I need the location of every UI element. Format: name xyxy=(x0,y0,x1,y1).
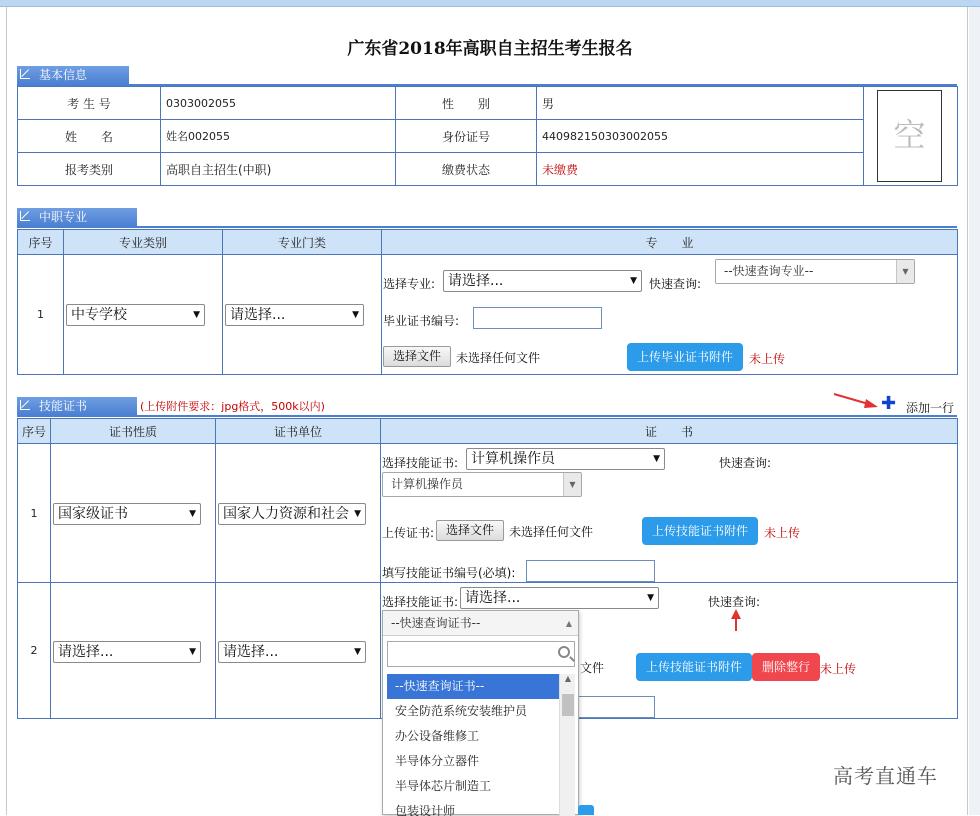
upload-cert-label: 上传证书: xyxy=(382,526,435,540)
corner-arrow-icon xyxy=(20,400,30,410)
col-header: 证 书 xyxy=(381,419,958,444)
chevron-down-icon: ▼ xyxy=(647,593,654,603)
table-row xyxy=(18,153,958,186)
dropdown-options xyxy=(387,674,559,816)
quick-search-label: 快速查询: xyxy=(719,456,772,470)
label-payment: 缴费状态 xyxy=(396,153,537,186)
dropdown-option[interactable]: --快速查询证书-- xyxy=(387,674,559,699)
label-exam-type: 报考类别 xyxy=(18,153,161,186)
grad-cert-no-label: 毕业证书编号: xyxy=(383,314,460,328)
select-value: 请选择... xyxy=(448,273,504,289)
scrollbar-track[interactable] xyxy=(969,7,980,815)
dropdown-option[interactable]: 办公设备维修工 xyxy=(395,729,480,743)
cert-nature-select[interactable] xyxy=(53,641,201,663)
label-name: 姓 名 xyxy=(18,120,161,153)
page-title: 广东省2018年高职自主招生考生报名 xyxy=(347,39,633,59)
col-header: 序号 xyxy=(18,419,51,444)
section-divider xyxy=(17,226,957,228)
col-header: 证书单位 xyxy=(216,419,381,444)
scrollbar-thumb[interactable] xyxy=(562,694,574,716)
major-category-select[interactable] xyxy=(66,304,205,326)
dropdown-scrollbar[interactable] xyxy=(559,674,575,816)
row-index: 1 xyxy=(18,444,51,583)
choose-file-button[interactable]: 选择文件 xyxy=(383,346,451,367)
dropdown-header[interactable] xyxy=(383,611,578,636)
select-value: 请选择... xyxy=(58,644,114,660)
section-header-basic xyxy=(17,66,129,85)
combo-value: 计算机操作员 xyxy=(391,477,464,491)
upload-status: 未上传 xyxy=(764,526,801,540)
dropdown-option[interactable]: 包装设计师 xyxy=(395,804,456,816)
table-row xyxy=(18,120,958,153)
chevron-down-icon: ▼ xyxy=(354,509,361,519)
section-label: 技能证书 xyxy=(39,399,88,413)
chevron-down-icon: ▼ xyxy=(653,454,660,464)
value-exam-type: 高职自主招生(中职) xyxy=(161,153,396,186)
select-value: 中专学校 xyxy=(71,307,127,323)
dropdown-option[interactable]: 安全防范系统安装维护员 xyxy=(395,704,528,718)
corner-arrow-icon xyxy=(20,211,30,221)
chevron-down-icon: ▼ xyxy=(630,276,637,286)
quick-search-major-combo[interactable] xyxy=(715,259,915,284)
quick-search-label: 快速查询: xyxy=(708,595,761,609)
top-bar xyxy=(0,0,980,7)
choose-file-button[interactable]: 选择文件 xyxy=(436,520,504,541)
col-header: 专业门类 xyxy=(223,230,382,255)
table-row xyxy=(18,87,958,120)
section-header-major xyxy=(17,208,137,227)
value-name: 姓名002055 xyxy=(161,120,396,153)
chevron-down-icon: ▼ xyxy=(189,509,196,519)
cert-no-input[interactable] xyxy=(526,560,655,582)
chevron-up-icon: ▲ xyxy=(565,619,572,628)
major-door-select[interactable] xyxy=(225,304,364,326)
choose-major-label: 选择专业: xyxy=(383,277,436,291)
col-header: 专 业 xyxy=(382,230,958,255)
photo-placeholder[interactable]: 空 xyxy=(877,90,942,182)
section-divider xyxy=(17,415,957,417)
red-arrow-icon xyxy=(832,392,880,410)
section-label: 中职专业 xyxy=(39,210,88,224)
choose-cert-label: 选择技能证书: xyxy=(382,456,459,470)
cert-unit-select[interactable] xyxy=(218,503,366,525)
file-status: 未选择任何文件 xyxy=(509,525,594,539)
select-value: 请选择... xyxy=(223,644,279,660)
plus-icon[interactable]: ✚ xyxy=(881,393,897,414)
corner-arrow-icon xyxy=(20,69,30,79)
dropdown-search-input[interactable] xyxy=(387,641,575,667)
cert-no-input[interactable] xyxy=(578,696,655,718)
choose-cert-label: 选择技能证书: xyxy=(382,595,459,609)
cert-no-label: 填写技能证书编号(必填): xyxy=(382,566,516,580)
chevron-down-icon: ▼ xyxy=(896,260,914,283)
delete-row-button[interactable]: 删除整行 xyxy=(752,653,820,681)
row-index: 1 xyxy=(18,255,64,375)
file-status: 未选择任何文件 xyxy=(456,351,541,365)
select-value: 计算机操作员 xyxy=(471,451,555,467)
chevron-up-icon: ▲ xyxy=(564,674,572,683)
section-label: 基本信息 xyxy=(39,68,88,82)
label-id-no: 身份证号 xyxy=(396,120,537,153)
select-value: 国家人力资源和社会 xyxy=(223,506,349,522)
row-index: 2 xyxy=(18,583,51,719)
chevron-down-icon: ▼ xyxy=(352,310,359,320)
quick-search-cert-combo[interactable] xyxy=(382,472,582,497)
col-header: 证书性质 xyxy=(51,419,216,444)
chevron-down-icon: ▼ xyxy=(193,310,200,320)
chevron-down-icon: ▼ xyxy=(354,647,361,657)
watermark: 高考直通车 xyxy=(833,764,938,788)
select-value: 请选择... xyxy=(230,307,286,323)
table-header-row xyxy=(18,230,958,255)
upload-status: 未上传 xyxy=(749,352,786,366)
cert-select[interactable] xyxy=(466,448,665,470)
quick-search-label: 快速查询: xyxy=(649,277,702,291)
add-row-link[interactable]: 添加一行 xyxy=(906,401,955,415)
red-arrow-icon xyxy=(729,608,743,632)
cert-select[interactable] xyxy=(460,587,659,609)
cert-nature-select[interactable] xyxy=(53,503,201,525)
search-icon xyxy=(558,646,570,658)
dropdown-option[interactable]: 半导体分立器件 xyxy=(395,754,480,768)
upload-skill-cert-button[interactable]: 上传技能证书附件 xyxy=(636,653,752,681)
dropdown-selected: --快速查询证书-- xyxy=(391,616,481,630)
grad-cert-no-input[interactable] xyxy=(473,307,602,329)
chevron-down-icon: ▼ xyxy=(563,473,581,496)
chevron-down-icon: ▼ xyxy=(189,647,196,657)
col-header: 专业类别 xyxy=(64,230,223,255)
upload-grad-cert-button[interactable]: 上传毕业证书附件 xyxy=(627,343,743,371)
quick-search-cert-dropdown[interactable] xyxy=(382,610,579,815)
upload-skill-cert-button[interactable]: 上传技能证书附件 xyxy=(642,517,758,545)
section-header-skills xyxy=(17,397,137,416)
basic-info-table xyxy=(17,86,958,186)
partial-button[interactable] xyxy=(578,805,594,815)
select-value: 国家级证书 xyxy=(58,506,128,522)
upload-status: 未上传 xyxy=(820,662,857,676)
label-exam-no: 考 生 号 xyxy=(18,87,161,120)
major-select[interactable] xyxy=(443,270,642,292)
label-gender: 性 别 xyxy=(396,87,537,120)
file-status: 文件 xyxy=(580,661,605,675)
col-header: 序号 xyxy=(18,230,64,255)
value-exam-no: 0303002055 xyxy=(161,87,396,120)
select-value: 请选择... xyxy=(465,590,521,606)
upload-requirement: (上传附件要求：jpg格式，500k以内) xyxy=(140,400,325,413)
table-header-row xyxy=(18,419,958,444)
value-id-no: 440982150303002055 xyxy=(537,120,864,153)
dropdown-option[interactable]: 半导体芯片制造工 xyxy=(395,779,492,793)
cert-unit-select[interactable] xyxy=(218,641,366,663)
value-payment-status: 未缴费 xyxy=(537,153,864,186)
value-gender: 男 xyxy=(537,87,864,120)
combo-placeholder: --快速查询专业-- xyxy=(724,264,814,278)
